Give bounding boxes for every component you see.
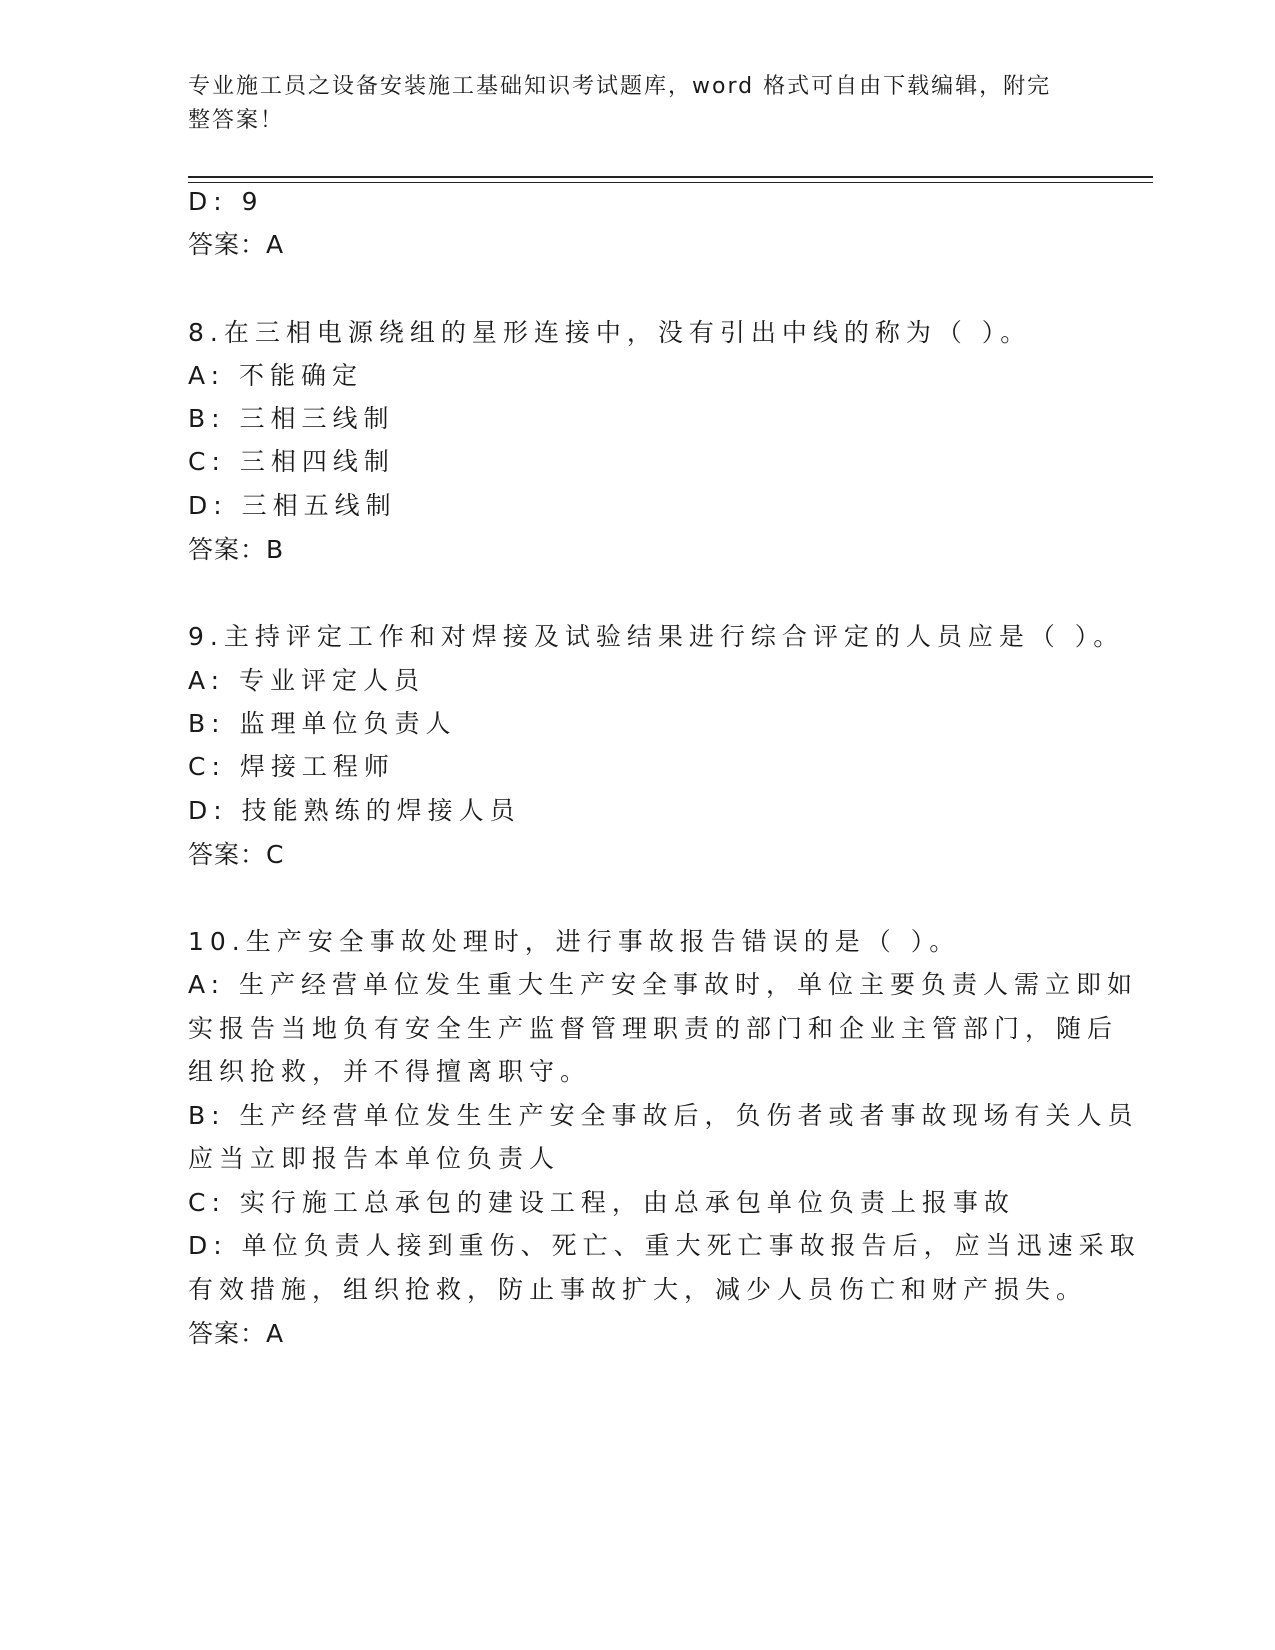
q8-question: 8.在三相电源绕组的星形连接中，没有引出中线的称为（ ）。 (188, 318, 1032, 347)
q9-question: 9.主持评定工作和对焊接及试验结果进行综合评定的人员应是（ ）。 (188, 622, 1125, 651)
header-rule-thin (188, 182, 1153, 183)
q10-option-a-line1: A: 生产经营单位发生重大生产安全事故时，单位主要负责人需立即如 (188, 970, 1139, 999)
header-line-2: 整答案！ (188, 108, 285, 133)
q10-option-d-line1: D: 单位负责人接到重伤、死亡、重大死亡事故报告后，应当迅速采取 (188, 1231, 1141, 1260)
q10-answer: 答案：A (188, 1319, 285, 1348)
q8-option-d: D: 三相五线制 (188, 491, 397, 520)
q10-option-d-line2: 有效措施，组织抢救，防止事故扩大，减少人员伤亡和财产损失。 (188, 1275, 1088, 1304)
q8-answer: 答案：B (188, 535, 285, 564)
q9-option-c: C: 焊接工程师 (188, 752, 395, 781)
q10-option-b-line2: 应当立即报告本单位负责人 (188, 1144, 561, 1173)
q8-option-b: B: 三相三线制 (188, 404, 395, 433)
prev-option-d: D: 9 (188, 187, 264, 216)
q10-question: 10.生产安全事故处理时，进行事故报告错误的是（ ）。 (188, 927, 961, 956)
q10-option-a-line2: 实报告当地负有安全生产监督管理职责的部门和企业主管部门，随后 (188, 1014, 1119, 1043)
q8-option-c: C: 三相四线制 (188, 447, 395, 476)
q10-option-a-line3: 组织抢救，并不得擅离职守。 (188, 1057, 592, 1086)
document-page (188, 0, 1153, 1650)
q10-option-b-line1: B: 生产经营单位发生生产安全事故后，负伤者或者事故现场有关人员 (188, 1101, 1139, 1130)
header-line-1: 专业施工员之设备安装施工基础知识考试题库，word 格式可自由下载编辑，附完 (188, 74, 1052, 99)
q9-option-d: D: 技能熟练的焊接人员 (188, 796, 521, 825)
q9-answer: 答案：C (188, 840, 285, 869)
q8-option-a: A: 不能确定 (188, 361, 364, 390)
q9-option-a: A: 专业评定人员 (188, 666, 426, 695)
prev-answer: 答案：A (188, 230, 285, 259)
header-rule-thick (188, 176, 1153, 178)
q9-option-b: B: 监理单位负责人 (188, 709, 457, 738)
q10-option-c: C: 实行施工总承包的建设工程，由总承包单位负责上报事故 (188, 1188, 1015, 1217)
document-header (188, 70, 1068, 138)
